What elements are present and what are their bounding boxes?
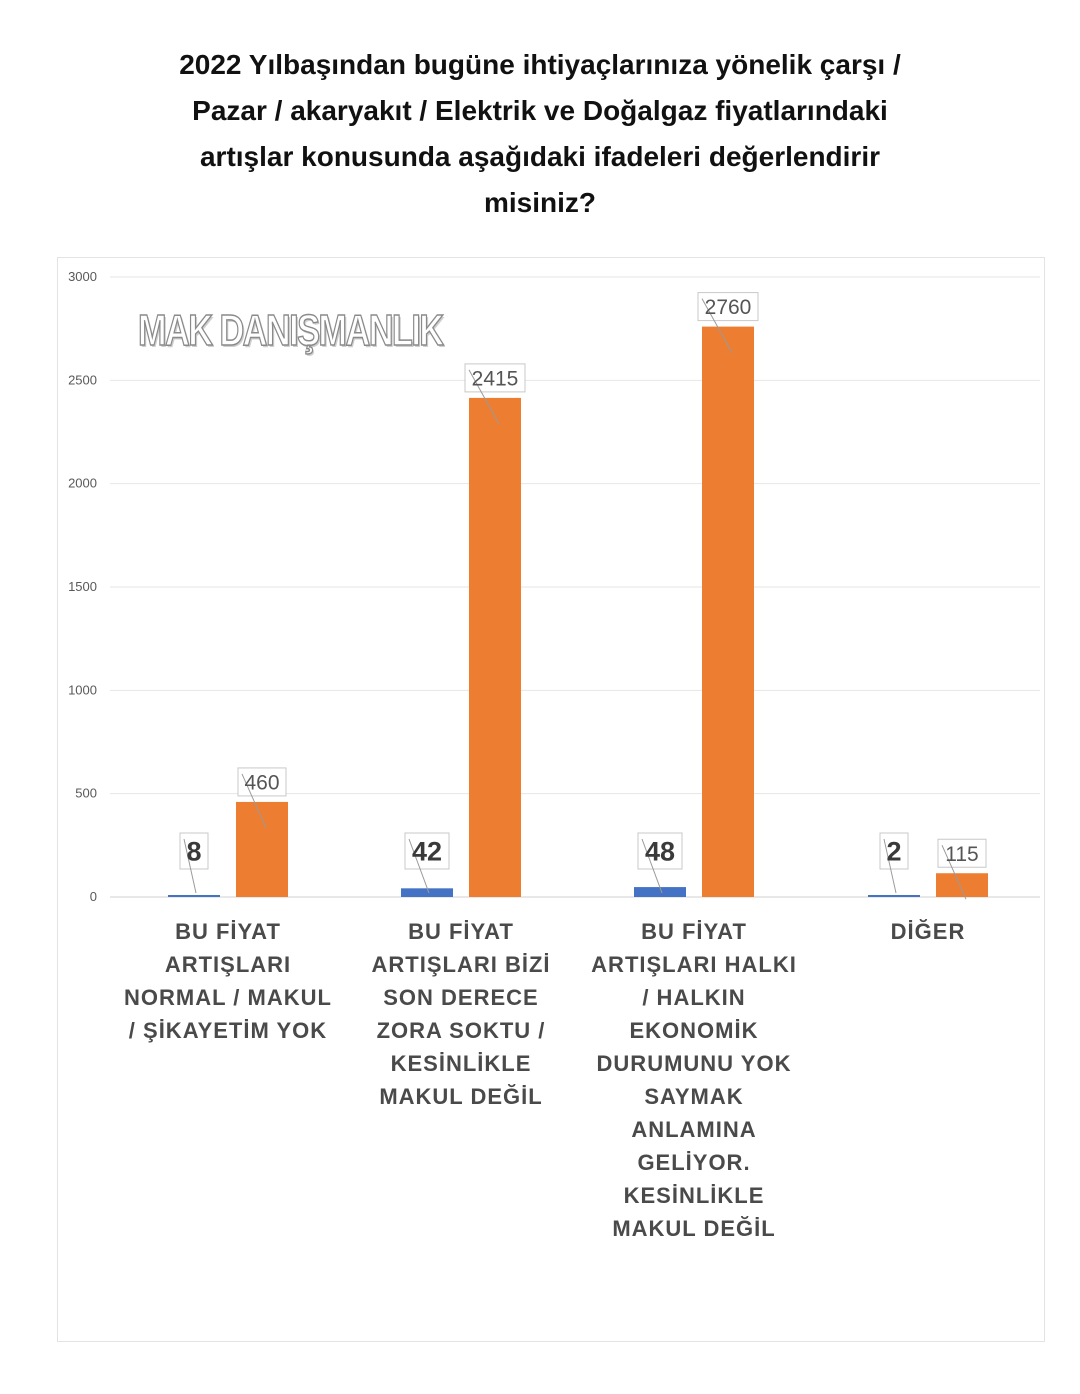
bar-orange [702,327,754,897]
y-tick-label: 1500 [68,579,97,594]
data-label-text: 2760 [704,296,752,320]
data-label [880,833,908,893]
bar-orange [236,802,288,897]
category-label: BU FİYAT ARTIŞLARI NORMAL / MAKUL / ŞİKAYETİM YOK [124,919,332,1043]
bar-blue [401,888,453,897]
data-label-text: 460 [244,771,280,795]
data-label-text: 8 [186,836,202,867]
watermark-logo: MAK DANIŞMANLIK [138,306,443,355]
data-label-text: 48 [644,836,676,867]
data-label-text: 2415 [471,367,519,391]
data-label [405,833,449,893]
y-tick-label: 1000 [68,682,97,698]
data-label [180,833,208,893]
category-label: DİĞER [890,919,966,944]
y-tick-label: 3000 [68,269,97,284]
bar-blue [868,895,920,897]
y-tick-label: 500 [75,785,97,801]
chart-title: 2022 Yılbaşından bugüne ihtiyaçlarınıza yönelik çarşı / Pazar / akaryakıt / Elektrik ve Doğalgaz fiyatlarındaki artışlar konusunda aşağıdaki ifadeleri değerlendirir misiniz? [179,49,901,218]
category-label: BU FİYAT ARTIŞLARI BİZİ SON DERECE ZORA SOKTU / KESİNLİKLE MAKUL DEĞİL [371,919,551,1109]
bar-blue [168,895,220,897]
bar-orange [469,398,521,897]
category-label: BU FİYAT ARTIŞLARI HALKI / HALKIN EKONOMİK DURUMUNU YOK SAYMAK ANLAMINA GELİYOR. KESİNLİKLE MAKUL DEĞİL [591,919,797,1241]
y-tick-label: 2000 [68,475,97,491]
data-label-text: 42 [411,836,443,867]
y-tick-label: 0 [89,889,97,904]
y-tick-label: 2500 [68,372,97,388]
bar-orange [936,873,988,897]
data-label-text: 2 [886,836,902,867]
data-label-text: 115 [945,842,979,866]
data-label [638,833,682,893]
